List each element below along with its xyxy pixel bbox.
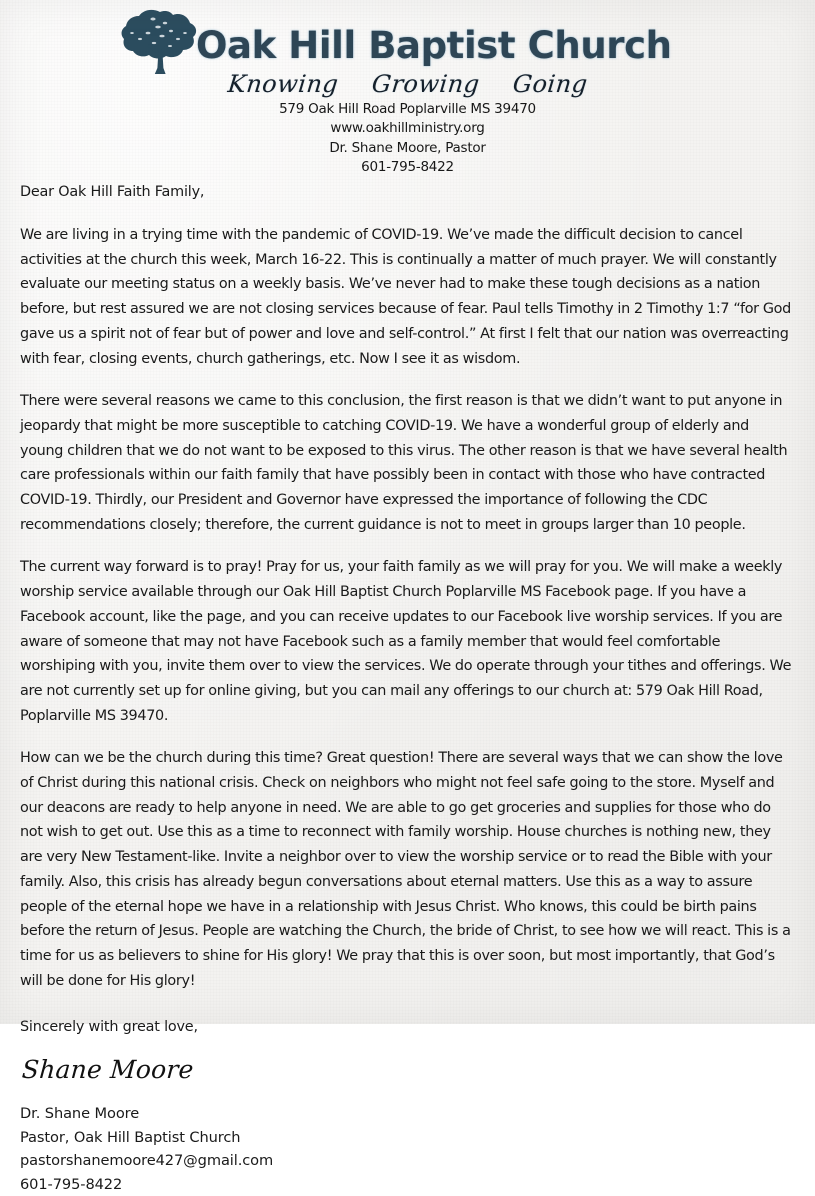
salutation: Dear Oak Hill Faith Family, — [20, 184, 205, 200]
letter-paragraph: How can we be the church during this time? Great question! There are several ways that we can show the love of Christ during this national crisis. Check on neighbors who might not feel safe going to the store. Myself and our deacons are ready to help anyone in need. We are able to go get groceries and supplies for those who do not wish to get out. Use this as a time to reconnect with family worship. House churches is nothing new, they are very New Testament-like. Invite a neighbor over to view the worship service or to read the Bible with your family. Also, this crisis has already begun conversations about eternal matters. Use this as a way to assure people of the eternal hope we have in a relationship with Jesus Christ. Who knows, this could be birth pains before the return of Jesus. People are watching the Church, the bride of Christ, to see how we will react. This is a time for us as believers to shine for His glory! We pray that this is over soon, but most importantly, that God’s will be done for His glory! — [20, 750, 791, 989]
letterhead-contact-block — [0, 100, 815, 178]
church-phone: 601-795-8422 — [361, 159, 454, 176]
letter-body — [20, 182, 792, 1196]
letter-paragraph: We are living in a trying time with the pandemic of COVID-19. We’ve made the difficult decision to cancel activities at the church this week, March 16-22. This is continually a matter of much prayer. We will constantly evaluate our meeting status on a weekly basis. We’ve never had to make these tough decisions as a nation before, but rest assured we are not closing services because of fear. Paul tells Timothy in 2 Timothy 1:7 “for God gave us a spirit not of fear but of power and love and self-control.” At first I felt that our nation was overreacting with fear, closing events, church gatherings, etc. Now I see it as wisdom. — [20, 227, 791, 367]
letterhead — [0, 0, 815, 176]
oak-tree-icon — [118, 6, 206, 76]
church-address: 579 Oak Hill Road Poplarville MS 39470 — [279, 101, 536, 117]
letter-paragraph: The current way forward is to pray! Pray for us, your faith family as we will pray for you. We will make a weekly worship service available through our Oak Hill Baptist Church Poplarville MS Facebook page. If you have a Facebook account, like the page, and you can receive updates to our Facebook live worship services. If you are aware of someone that may not have Facebook such as a family member that would feel comfortable worshiping with you, invite them over to view the services. We do operate through your tithes and offerings. We are not currently set up for online giving, but you can mail any offerings to our church at: 579 Oak Hill Road, Poplarville MS 39470. — [20, 559, 792, 724]
church-tagline — [0, 70, 815, 98]
signoff-block — [20, 1102, 792, 1196]
church-pastor-line: Dr. Shane Moore, Pastor — [329, 139, 486, 156]
signoff-title: Pastor, Oak Hill Baptist Church — [20, 1128, 241, 1146]
church-name-title: Oak Hill Baptist Church — [196, 24, 672, 67]
signature: Shane Moore — [20, 1055, 195, 1085]
signoff-name: Dr. Shane Moore — [20, 1105, 140, 1123]
church-website: www.oakhillministry.org — [330, 120, 485, 137]
tagline-word-growing: Growing — [370, 70, 481, 98]
signoff-email: pastorshanemoore427@gmail.com — [20, 1152, 274, 1170]
letter-paragraph: There were several reasons we came to this conclusion, the first reason is that we didn’t want to put anyone in jeopardy that might be more susceptible to catching COVID-19. We have a wonderful group of elderly and young children that we do not want to be exposed to this virus. The other reason is that we have several health care professionals within our faith family that have possibly been in contact with those who have contracted COVID-19. Thirdly, our President and Governor have expressed the importance of following the CDC recommendations closely; therefore, the current guidance is not to meet in groups larger than 10 people. — [20, 393, 788, 533]
tagline-word-knowing: Knowing — [226, 70, 340, 98]
letterhead-logo-row — [0, 0, 815, 72]
signoff-phone: 601-795-8422 — [20, 1175, 123, 1193]
closing-line: Sincerely with great love, — [20, 1019, 198, 1036]
tagline-word-going: Going — [511, 70, 589, 98]
